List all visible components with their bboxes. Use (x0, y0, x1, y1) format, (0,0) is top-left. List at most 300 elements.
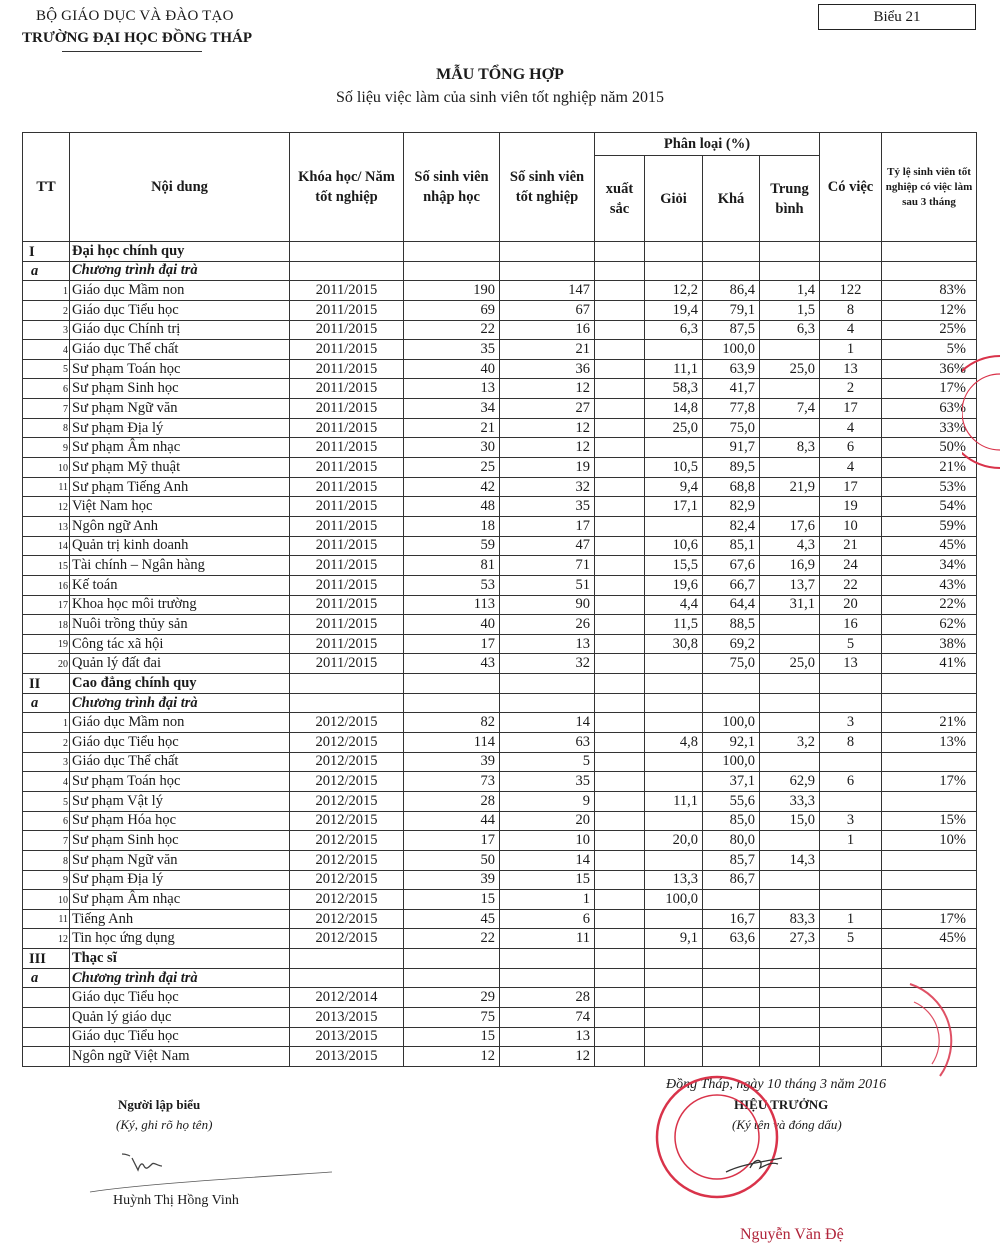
program-name: Sư phạm Âm nhạc (70, 438, 290, 458)
cell-rate (882, 791, 977, 811)
cell-good: 11,1 (645, 791, 703, 811)
cell-average: 6,3 (760, 320, 820, 340)
empty-cell (820, 242, 882, 262)
cell-excellent (595, 379, 645, 399)
cell-enrolled: 39 (404, 870, 500, 890)
cell-enrolled: 69 (404, 300, 500, 320)
row-number: 11 (23, 909, 70, 929)
cell-enrolled: 21 (404, 418, 500, 438)
cell-rate: 34% (882, 556, 977, 576)
empty-cell (645, 242, 703, 262)
cell-fair: 86,7 (703, 870, 760, 890)
program-name: Sư phạm Ngữ văn (70, 399, 290, 419)
empty-cell (500, 242, 595, 262)
cell-excellent (595, 772, 645, 792)
cell-rate: 54% (882, 497, 977, 517)
cell-good: 12,2 (645, 281, 703, 301)
program-name: Sư phạm Sinh học (70, 831, 290, 851)
cell-excellent (595, 1007, 645, 1027)
cell-employed (820, 791, 882, 811)
row-number: 8 (23, 418, 70, 438)
row-number: 14 (23, 536, 70, 556)
row-number: 13 (23, 516, 70, 536)
preparer-name: Huỳnh Thị Hồng Vinh (113, 1193, 239, 1208)
empty-cell (882, 693, 977, 713)
cell-rate: 43% (882, 575, 977, 595)
cell-average (760, 1047, 820, 1067)
cell-average (760, 870, 820, 890)
cell-rate: 45% (882, 929, 977, 949)
row-number: 5 (23, 791, 70, 811)
program-name: Giáo dục Tiểu học (70, 733, 290, 753)
cell-average (760, 379, 820, 399)
program-name: Sư phạm Sinh học (70, 379, 290, 399)
empty-cell (500, 693, 595, 713)
cell-rate: 5% (882, 340, 977, 360)
cell-rate (882, 752, 977, 772)
cell-graduated: 13 (500, 634, 595, 654)
row-number: 15 (23, 556, 70, 576)
cell-enrolled: 17 (404, 831, 500, 851)
cell-rate: 45% (882, 536, 977, 556)
empty-cell (760, 968, 820, 988)
section-title: Thạc sĩ (70, 949, 290, 969)
cell-graduated: 28 (500, 988, 595, 1008)
cell-good: 30,8 (645, 634, 703, 654)
cell-rate: 33% (882, 418, 977, 438)
cell-good: 13,3 (645, 870, 703, 890)
cell-enrolled: 35 (404, 340, 500, 360)
cell-employed: 6 (820, 772, 882, 792)
empty-cell (404, 261, 500, 281)
col-content: Nội dung (70, 133, 290, 242)
cell-excellent (595, 320, 645, 340)
cell-average: 31,1 (760, 595, 820, 615)
cell-good: 100,0 (645, 890, 703, 910)
row-number: 9 (23, 438, 70, 458)
cell-excellent (595, 831, 645, 851)
program-name: Ngôn ngữ Anh (70, 516, 290, 536)
cell-employed: 19 (820, 497, 882, 517)
cell-average (760, 988, 820, 1008)
cell-average: 62,9 (760, 772, 820, 792)
program-name: Giáo dục Tiểu học (70, 1027, 290, 1047)
empty-cell (760, 949, 820, 969)
cell-excellent (595, 733, 645, 753)
cell-excellent (595, 438, 645, 458)
empty-cell (645, 949, 703, 969)
program-name: Sư phạm Hóa học (70, 811, 290, 831)
cell-graduated: 74 (500, 1007, 595, 1027)
empty-cell (820, 674, 882, 694)
cell-rate: 22% (882, 595, 977, 615)
cell-enrolled: 13 (404, 379, 500, 399)
cell-graduated: 90 (500, 595, 595, 615)
cell-fair: 82,4 (703, 516, 760, 536)
cell-excellent (595, 988, 645, 1008)
cell-course: 2011/2015 (290, 634, 404, 654)
cell-fair (703, 1007, 760, 1027)
table-row (23, 654, 977, 674)
table-row (23, 438, 977, 458)
cell-average: 3,2 (760, 733, 820, 753)
table-row (23, 733, 977, 753)
section-number: II (23, 674, 70, 694)
col-graduated: Số sinh viên tốt nghiệp (500, 133, 595, 242)
section-title: Cao đẳng chính quy (70, 674, 290, 694)
table-row (23, 929, 977, 949)
table-row (23, 791, 977, 811)
principal-title: HIỆU TRƯỞNG (734, 1097, 829, 1112)
cell-good (645, 850, 703, 870)
program-name: Giáo dục Mầm non (70, 713, 290, 733)
cell-graduated: 6 (500, 909, 595, 929)
cell-average: 15,0 (760, 811, 820, 831)
cell-excellent (595, 497, 645, 517)
cell-good (645, 909, 703, 929)
program-name: Giáo dục Tiểu học (70, 988, 290, 1008)
cell-rate: 38% (882, 634, 977, 654)
subsection-row (23, 968, 977, 988)
cell-excellent (595, 713, 645, 733)
cell-average: 16,9 (760, 556, 820, 576)
cell-fair: 80,0 (703, 831, 760, 851)
empty-cell (500, 674, 595, 694)
col-classification: Phân loại (%) (595, 133, 820, 156)
row-number: 6 (23, 811, 70, 831)
section-row (23, 674, 977, 694)
cell-graduated: 5 (500, 752, 595, 772)
cell-employed: 10 (820, 516, 882, 536)
cell-rate: 25% (882, 320, 977, 340)
cell-rate: 17% (882, 772, 977, 792)
cell-course: 2012/2015 (290, 772, 404, 792)
cell-employed: 1 (820, 831, 882, 851)
cell-graduated: 147 (500, 281, 595, 301)
section-row (23, 242, 977, 262)
col-enrolled: Số sinh viên nhập học (404, 133, 500, 242)
principal-name: Nguyễn Văn Đệ (740, 1226, 844, 1243)
cell-course: 2011/2015 (290, 418, 404, 438)
table-row (23, 359, 977, 379)
table-row (23, 909, 977, 929)
program-name: Giáo dục Thể chất (70, 340, 290, 360)
subsection-letter: a (23, 261, 70, 281)
row-number: 4 (23, 340, 70, 360)
empty-cell (820, 261, 882, 281)
cell-course: 2011/2015 (290, 536, 404, 556)
cell-enrolled: 22 (404, 320, 500, 340)
cell-graduated: 32 (500, 477, 595, 497)
empty-cell (645, 674, 703, 694)
row-number: 11 (23, 477, 70, 497)
stamp-fragment-lower (900, 978, 980, 1078)
cell-course: 2012/2015 (290, 929, 404, 949)
program-name: Quản trị kinh doanh (70, 536, 290, 556)
cell-rate (882, 870, 977, 890)
cell-fair: 88,5 (703, 615, 760, 635)
cell-rate (882, 850, 977, 870)
cell-fair: 37,1 (703, 772, 760, 792)
cell-employed: 21 (820, 536, 882, 556)
cell-excellent (595, 300, 645, 320)
cell-employed (820, 752, 882, 772)
cell-excellent (595, 791, 645, 811)
cell-average (760, 831, 820, 851)
cell-average: 14,3 (760, 850, 820, 870)
table-row (23, 340, 977, 360)
cell-fair: 92,1 (703, 733, 760, 753)
cell-good (645, 516, 703, 536)
cell-graduated: 12 (500, 1047, 595, 1067)
cell-rate (882, 890, 977, 910)
program-name: Tin học ứng dụng (70, 929, 290, 949)
cell-excellent (595, 477, 645, 497)
cell-graduated: 11 (500, 929, 595, 949)
cell-employed: 2 (820, 379, 882, 399)
cell-employed: 22 (820, 575, 882, 595)
cell-excellent (595, 1027, 645, 1047)
cell-employed: 8 (820, 733, 882, 753)
cell-graduated: 15 (500, 870, 595, 890)
row-number: 12 (23, 497, 70, 517)
cell-graduated: 12 (500, 379, 595, 399)
cell-average: 25,0 (760, 654, 820, 674)
empty-cell (882, 261, 977, 281)
cell-graduated: 47 (500, 536, 595, 556)
cell-rate: 10% (882, 831, 977, 851)
cell-average: 21,9 (760, 477, 820, 497)
cell-course: 2011/2015 (290, 438, 404, 458)
program-name: Giáo dục Chính trị (70, 320, 290, 340)
section-number: III (23, 949, 70, 969)
cell-average: 13,7 (760, 575, 820, 595)
cell-employed: 13 (820, 359, 882, 379)
subsection-title: Chương trình đại trà (70, 261, 290, 281)
empty-cell (404, 968, 500, 988)
cell-fair: 77,8 (703, 399, 760, 419)
cell-employed: 8 (820, 300, 882, 320)
cell-course: 2011/2015 (290, 575, 404, 595)
cell-fair: 79,1 (703, 300, 760, 320)
program-name: Giáo dục Thể chất (70, 752, 290, 772)
cell-enrolled: 30 (404, 438, 500, 458)
cell-fair: 100,0 (703, 752, 760, 772)
cell-employed: 5 (820, 929, 882, 949)
cell-course: 2012/2015 (290, 752, 404, 772)
program-name: Sư phạm Âm nhạc (70, 890, 290, 910)
cell-employed (820, 1027, 882, 1047)
cell-good: 9,1 (645, 929, 703, 949)
cell-enrolled: 29 (404, 988, 500, 1008)
row-number: 3 (23, 320, 70, 340)
cell-employed: 3 (820, 713, 882, 733)
cell-good (645, 988, 703, 1008)
col-average: Trung bình (760, 156, 820, 242)
cell-fair: 55,6 (703, 791, 760, 811)
cell-good: 10,5 (645, 458, 703, 478)
cell-excellent (595, 516, 645, 536)
cell-course: 2012/2015 (290, 831, 404, 851)
cell-course: 2011/2015 (290, 281, 404, 301)
cell-fair: 67,6 (703, 556, 760, 576)
empty-cell (645, 693, 703, 713)
cell-course: 2013/2015 (290, 1047, 404, 1067)
empty-cell (703, 693, 760, 713)
row-number: 10 (23, 458, 70, 478)
employment-table-wrapper (22, 132, 977, 1067)
table-row (23, 752, 977, 772)
cell-course: 2012/2015 (290, 850, 404, 870)
empty-cell (500, 968, 595, 988)
cell-rate: 53% (882, 477, 977, 497)
cell-good: 15,5 (645, 556, 703, 576)
cell-employed: 1 (820, 340, 882, 360)
program-name: Tiếng Anh (70, 909, 290, 929)
preparer-title: Người lập biểu (118, 1097, 201, 1112)
subsection-title: Chương trình đại trà (70, 968, 290, 988)
cell-average: 27,3 (760, 929, 820, 949)
cell-average: 8,3 (760, 438, 820, 458)
empty-cell (595, 949, 645, 969)
cell-fair: 64,4 (703, 595, 760, 615)
program-name: Công tác xã hội (70, 634, 290, 654)
row-number: 4 (23, 772, 70, 792)
cell-enrolled: 40 (404, 615, 500, 635)
cell-fair: 66,7 (703, 575, 760, 595)
cell-good (645, 1027, 703, 1047)
empty-cell (820, 949, 882, 969)
cell-fair: 86,4 (703, 281, 760, 301)
table-row (23, 615, 977, 635)
cell-good: 17,1 (645, 497, 703, 517)
cell-graduated: 63 (500, 733, 595, 753)
cell-employed: 4 (820, 418, 882, 438)
cell-employed: 17 (820, 477, 882, 497)
cell-fair (703, 1047, 760, 1067)
cell-graduated: 35 (500, 497, 595, 517)
program-name: Việt Nam học (70, 497, 290, 517)
program-name: Sư phạm Toán học (70, 359, 290, 379)
cell-enrolled: 114 (404, 733, 500, 753)
col-tt: TT (23, 133, 70, 242)
table-row (23, 831, 977, 851)
cell-graduated: 27 (500, 399, 595, 419)
cell-excellent (595, 399, 645, 419)
cell-good (645, 1007, 703, 1027)
row-number: 1 (23, 713, 70, 733)
cell-course: 2012/2015 (290, 870, 404, 890)
cell-good (645, 1047, 703, 1067)
empty-cell (290, 242, 404, 262)
program-name: Nuôi trồng thủy sản (70, 615, 290, 635)
table-row (23, 1047, 977, 1067)
cell-rate: 15% (882, 811, 977, 831)
cell-average (760, 634, 820, 654)
employment-table (22, 132, 977, 1067)
empty-cell (820, 693, 882, 713)
cell-fair: 82,9 (703, 497, 760, 517)
cell-enrolled: 73 (404, 772, 500, 792)
cell-average: 33,3 (760, 791, 820, 811)
cell-employed: 20 (820, 595, 882, 615)
cell-fair: 63,9 (703, 359, 760, 379)
cell-employed: 4 (820, 458, 882, 478)
cell-average (760, 752, 820, 772)
cell-excellent (595, 575, 645, 595)
cell-average: 1,5 (760, 300, 820, 320)
cell-excellent (595, 556, 645, 576)
cell-graduated: 51 (500, 575, 595, 595)
ministry-name: BỘ GIÁO DỤC VÀ ĐÀO TẠO (36, 8, 234, 24)
empty-cell (882, 242, 977, 262)
empty-cell (882, 674, 977, 694)
row-number: 6 (23, 379, 70, 399)
table-row (23, 320, 977, 340)
cell-good: 11,1 (645, 359, 703, 379)
empty-cell (595, 242, 645, 262)
cell-rate: 83% (882, 281, 977, 301)
empty-cell (290, 949, 404, 969)
program-name: Sư phạm Mỹ thuật (70, 458, 290, 478)
cell-course: 2011/2015 (290, 556, 404, 576)
cell-employed (820, 850, 882, 870)
empty-cell (760, 674, 820, 694)
cell-fair: 85,1 (703, 536, 760, 556)
cell-average: 7,4 (760, 399, 820, 419)
table-row (23, 399, 977, 419)
cell-course: 2012/2014 (290, 988, 404, 1008)
cell-good: 6,3 (645, 320, 703, 340)
cell-enrolled: 15 (404, 890, 500, 910)
cell-graduated: 12 (500, 418, 595, 438)
cell-graduated: 13 (500, 1027, 595, 1047)
subsection-row (23, 261, 977, 281)
program-name: Sư phạm Toán học (70, 772, 290, 792)
cell-graduated: 71 (500, 556, 595, 576)
cell-graduated: 12 (500, 438, 595, 458)
row-number: 2 (23, 733, 70, 753)
cell-enrolled: 50 (404, 850, 500, 870)
cell-employed: 13 (820, 654, 882, 674)
cell-course: 2011/2015 (290, 497, 404, 517)
cell-good (645, 438, 703, 458)
cell-course: 2012/2015 (290, 811, 404, 831)
table-row (23, 595, 977, 615)
empty-cell (500, 261, 595, 281)
cell-excellent (595, 281, 645, 301)
cell-average (760, 497, 820, 517)
program-name: Kế toán (70, 575, 290, 595)
cell-fair: 41,7 (703, 379, 760, 399)
cell-graduated: 35 (500, 772, 595, 792)
empty-cell (760, 693, 820, 713)
cell-fair: 85,7 (703, 850, 760, 870)
cell-course: 2011/2015 (290, 516, 404, 536)
cell-graduated: 21 (500, 340, 595, 360)
cell-fair: 69,2 (703, 634, 760, 654)
cell-graduated: 32 (500, 654, 595, 674)
section-row (23, 949, 977, 969)
cell-good: 14,8 (645, 399, 703, 419)
col-course: Khóa học/ Năm tốt nghiệp (290, 133, 404, 242)
form-number-box: Biểu 21 (818, 4, 976, 30)
cell-employed: 1 (820, 909, 882, 929)
cell-rate: 63% (882, 399, 977, 419)
row-number: 7 (23, 831, 70, 851)
cell-fair: 75,0 (703, 654, 760, 674)
empty-cell (404, 949, 500, 969)
